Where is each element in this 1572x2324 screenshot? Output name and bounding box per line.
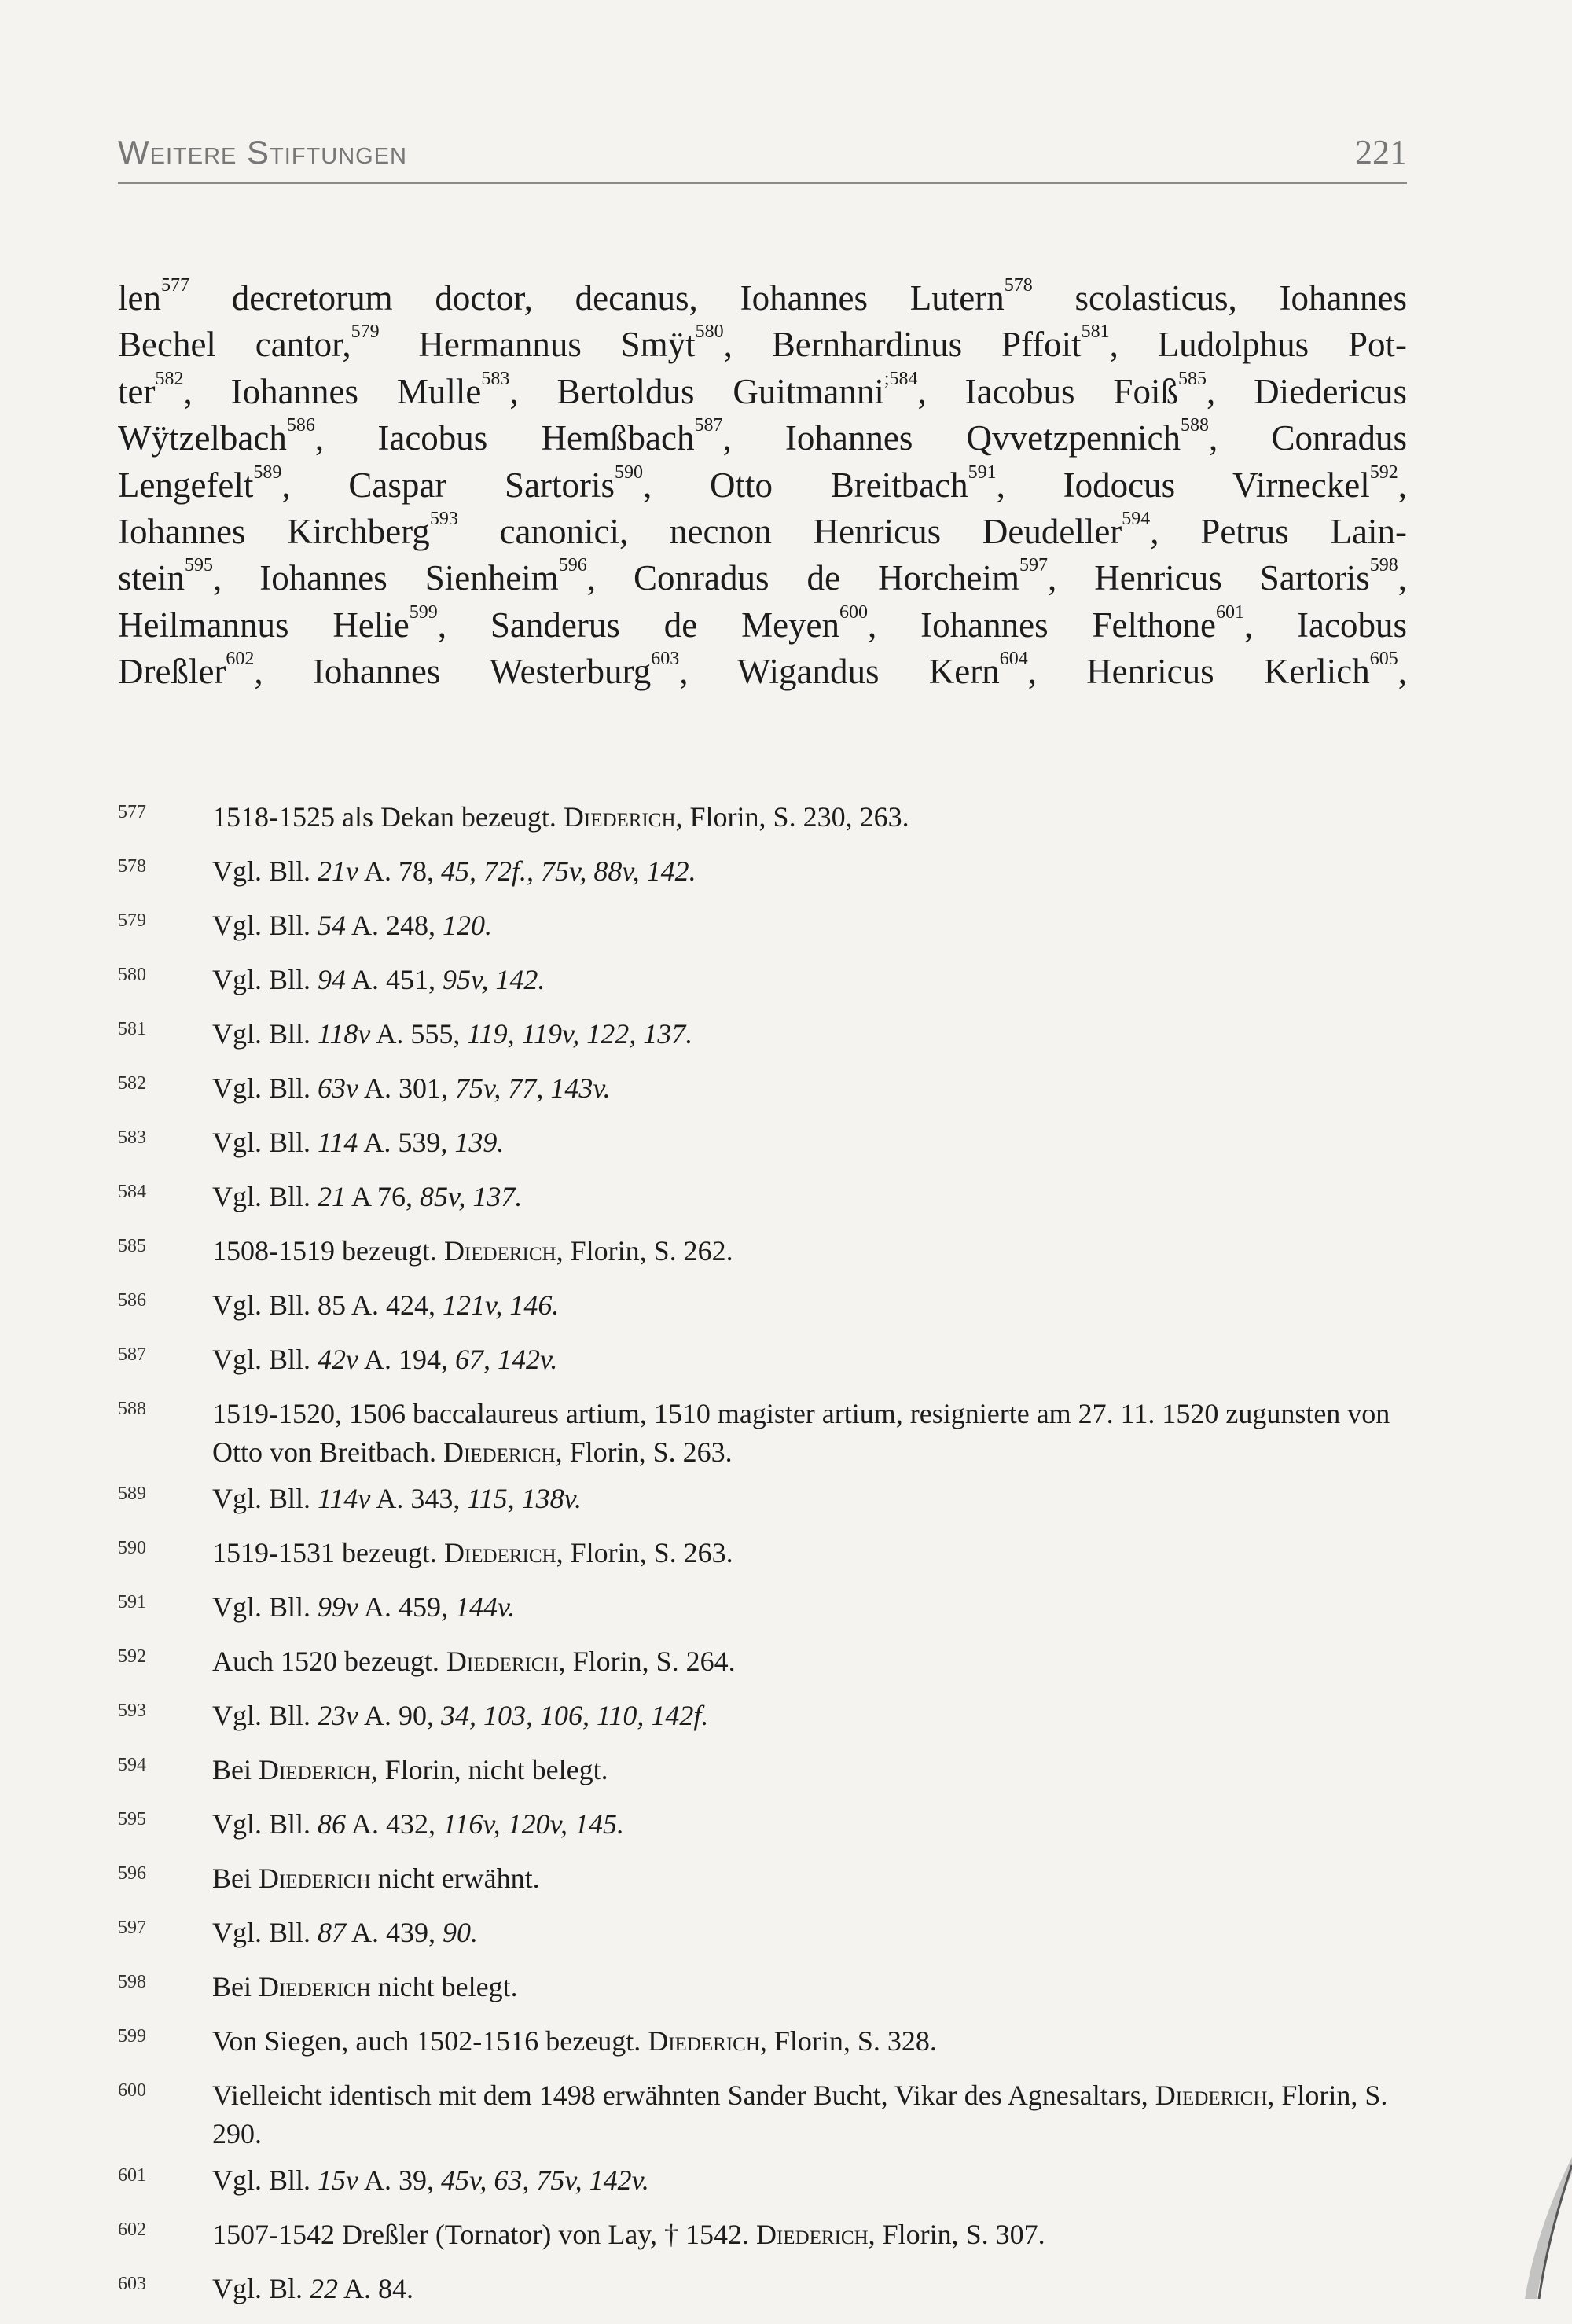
footnote-number: 582 [118, 1073, 146, 1094]
text-run: Vgl. Bll. [212, 1344, 318, 1375]
text-run: Vielleicht identisch mit dem 1498 erwähnten Sander Bucht, Vikar des Agnesaltars, [212, 2079, 1155, 2111]
italic-text: 114v [318, 1483, 371, 1514]
footnote [118, 961, 1407, 1007]
text-run: A. 539, [358, 1127, 455, 1158]
footnote-text [212, 2076, 1407, 2153]
footnote [118, 2270, 1407, 2316]
italic-text: 139. [454, 1127, 505, 1158]
text-run: Vgl. Bll. [212, 1181, 318, 1212]
text-run: , Florin, S. 264. [558, 1646, 736, 1677]
author-name: Diederich [443, 1436, 556, 1468]
footnote-number: 600 [118, 2080, 146, 2101]
footnote-text [212, 852, 1407, 891]
footnote [118, 1123, 1407, 1170]
text-run: , Iacobus Foiß [917, 371, 1178, 411]
footnote-reference: 597 [1019, 555, 1048, 576]
footnote-reference: 592 [1369, 461, 1398, 483]
footnote [118, 1232, 1407, 1278]
footnote-number: 579 [118, 910, 146, 931]
footnote-text [212, 1286, 1407, 1325]
text-run: , Florin, nicht belegt. [370, 1754, 608, 1785]
footnote-number: 581 [118, 1019, 146, 1039]
text-run: Heilmannus Helie [118, 605, 410, 645]
italic-text: 95v, 142. [443, 964, 545, 995]
running-header [118, 126, 1407, 184]
text-run: , [1398, 558, 1407, 598]
text-run: , Florin, S. 230, 263. [675, 801, 909, 833]
text-run: A. 459, [358, 1591, 456, 1623]
footnote-reference: 599 [409, 601, 438, 623]
footnote-reference: 581 [1081, 322, 1110, 343]
text-run: nicht belegt. [370, 1971, 518, 2002]
main-text [118, 275, 1407, 696]
footnote-reference: ;584 [883, 368, 918, 389]
text-run: , Florin, S. 263. [555, 1436, 733, 1468]
footnote-number: 601 [118, 2165, 146, 2186]
footnote-reference: 582 [155, 368, 184, 389]
author-name: Diederich [1155, 2079, 1268, 2111]
italic-text: 23v [318, 1700, 358, 1731]
footnote-reference: 588 [1181, 415, 1210, 436]
italic-text: 63v [318, 1072, 358, 1104]
text-run: A. 78, [358, 855, 442, 887]
text-run: stein [118, 558, 185, 598]
text-run: , Sanderus de Meyen [437, 605, 840, 645]
text-run: Vgl. Bll. 85 A. 424, [212, 1289, 443, 1321]
footnote [118, 1534, 1407, 1580]
text-run: Dreßler [118, 652, 226, 692]
text-run: Bei [212, 1971, 259, 2002]
italic-text: 34, 103, 106, 110, 142f. [441, 1700, 709, 1731]
text-run: , Iacobus [1243, 605, 1407, 645]
text-run: , Conradus [1209, 418, 1407, 458]
footnote-number: 594 [118, 1755, 146, 1775]
text-line [118, 275, 1407, 322]
italic-text: 90. [443, 1917, 479, 1948]
italic-text: 15v [318, 2164, 358, 2196]
text-run: 1519-1520, 1506 baccalaureus artium, 1510 magister artium, resignierte am 27. 11. 1520 zugunsten von Otto von Breitbach. [212, 1398, 1390, 1468]
text-run: Vgl. Bll. [212, 1700, 318, 1731]
text-run: Vgl. Bll. [212, 1808, 318, 1840]
text-run: Hermannus Smÿt [379, 325, 696, 365]
author-name: Diederich [563, 801, 676, 833]
text-run: , Iohannes Westerburg [254, 652, 652, 692]
text-line [118, 649, 1407, 695]
text-run: len [118, 278, 161, 318]
text-run: Bei [212, 1863, 259, 1894]
text-run: 1518-1525 als Dekan bezeugt. [212, 801, 564, 833]
author-name: Diederich [259, 1754, 371, 1785]
italic-text: 67, 142v. [455, 1344, 558, 1375]
footnote-reference: 579 [351, 322, 380, 343]
footnote [118, 2216, 1407, 2262]
text-run: A. 90, [358, 1700, 442, 1731]
italic-text: 118v [318, 1018, 371, 1050]
italic-text: 21 [318, 1181, 347, 1212]
text-run: A. 343, [370, 1483, 468, 1514]
text-run: Auch 1520 bezeugt. [212, 1646, 446, 1677]
footnote-reference: 590 [615, 461, 644, 483]
footnote-text [212, 2161, 1407, 2200]
footnote-text [212, 1588, 1407, 1627]
text-run: , Iodocus Virneckel [996, 465, 1370, 505]
footnote-text [212, 1751, 1407, 1789]
text-line [118, 555, 1407, 601]
footnote-number: 598 [118, 1972, 146, 1992]
footnote [118, 1697, 1407, 1743]
footnote [118, 1178, 1407, 1224]
text-run: nicht erwähnt. [370, 1863, 540, 1894]
text-run: scolasticus, Iohannes [1032, 278, 1407, 318]
footnote-reference: 594 [1122, 509, 1151, 530]
text-run: , Bernhardinus Pffoit [723, 325, 1082, 365]
italic-text: 120. [443, 910, 493, 941]
italic-text: 45, 72f., 75v, 88v, 142. [441, 855, 696, 887]
footnote-text [212, 1805, 1407, 1844]
footnote [118, 2161, 1407, 2208]
text-run: A 76, [346, 1181, 421, 1212]
text-run: A. 555, [370, 1018, 468, 1050]
footnote-reference: 604 [999, 649, 1028, 670]
italic-text: 75v, 77, 143v. [455, 1072, 611, 1104]
text-run: A. 451, [346, 964, 443, 995]
text-run: , Diedericus [1206, 371, 1407, 411]
text-run: A. 84. [338, 2273, 414, 2304]
footnote-reference: 580 [695, 322, 724, 343]
footnote-number: 587 [118, 1344, 146, 1365]
text-run: canonici, necnon Henricus Deudeller [457, 512, 1122, 552]
text-line [118, 369, 1407, 415]
footnote [118, 906, 1407, 953]
author-name: Diederich [755, 2219, 869, 2250]
text-run: Vgl. Bll. [212, 1483, 318, 1514]
footnote-reference: 587 [694, 415, 723, 436]
italic-text: 85v, 137. [420, 1181, 523, 1212]
text-run: , Florin, S. 290. [212, 2079, 1388, 2149]
text-run: , Caspar Sartoris [281, 465, 615, 505]
text-run: , Ludolphus Pot- [1109, 325, 1407, 365]
text-run: , Florin, S. 328. [759, 2025, 937, 2057]
text-run: Lengefelt [118, 465, 254, 505]
footnote-reference: 602 [226, 649, 255, 670]
footnote-number: 590 [118, 1538, 146, 1558]
text-run: Vgl. Bll. [212, 2164, 318, 2196]
footnote-reference: 591 [968, 461, 997, 483]
footnote-number: 584 [118, 1182, 146, 1202]
text-run: , Iohannes Qvvetzpennich [722, 418, 1181, 458]
running-title: Weitere Stiftungen [118, 134, 407, 171]
footnote-text [212, 1015, 1407, 1054]
footnote-reference: 596 [558, 555, 587, 576]
footnote-number: 591 [118, 1592, 146, 1612]
footnote [118, 1069, 1407, 1116]
footnote-number: 588 [118, 1399, 146, 1419]
text-run: 1519-1531 bezeugt. [212, 1537, 444, 1568]
footnote-text [212, 1914, 1407, 1952]
footnote-text [212, 1642, 1407, 1681]
footnote-reference: 578 [1004, 275, 1033, 296]
footnote-text [212, 1340, 1407, 1379]
footnote-text [212, 1480, 1407, 1518]
footnote-reference: 589 [253, 461, 282, 483]
author-name: Diederich [259, 1971, 371, 2002]
footnote-text [212, 961, 1407, 999]
text-line [118, 602, 1407, 649]
footnote-reference: 601 [1215, 601, 1244, 623]
text-run: A. 39, [358, 2164, 442, 2196]
footnote-number: 592 [118, 1646, 146, 1667]
footnote-text [212, 1968, 1407, 2006]
text-run: Vgl. Bll. [212, 910, 318, 941]
footnote-text [212, 1178, 1407, 1216]
text-run: Vgl. Bll. [212, 1917, 318, 1948]
footnote-number: 578 [118, 856, 146, 877]
text-run: , Florin, S. 262. [556, 1235, 733, 1267]
text-line [118, 415, 1407, 461]
footnote [118, 798, 1407, 844]
footnote [118, 1642, 1407, 1689]
footnote-number: 577 [118, 802, 146, 822]
author-name: Diederich [446, 1646, 559, 1677]
text-run: , Iohannes Sienheim [213, 558, 559, 598]
text-run: Vgl. Bll. [212, 1127, 318, 1158]
text-line [118, 462, 1407, 509]
footnote [118, 2076, 1407, 2153]
text-run: , Iohannes Felthone [868, 605, 1216, 645]
text-run: Bechel cantor, [118, 325, 351, 365]
footnote-number: 597 [118, 1918, 146, 1938]
italic-text: 116v, 120v, 145. [443, 1808, 624, 1840]
footnote [118, 1480, 1407, 1526]
italic-text: 87 [318, 1917, 347, 1948]
author-name: Diederich [443, 1537, 556, 1568]
page-curl-shadow [1478, 2157, 1572, 2299]
footnote-text [212, 1534, 1407, 1572]
text-run: , Wigandus Kern [679, 652, 1000, 692]
italic-text: 114 [318, 1127, 358, 1158]
italic-text: 94 [318, 964, 347, 995]
text-run: Von Siegen, auch 1502-1516 bezeugt. [212, 2025, 648, 2057]
text-run: 1507-1542 Dreßler (Tornator) von Lay, † 1542. [212, 2219, 756, 2250]
footnote-reference: 585 [1177, 368, 1207, 389]
text-run: Vgl. Bll. [212, 1072, 318, 1104]
footnote [118, 1588, 1407, 1635]
text-run: , Bertoldus Guitmanni [509, 371, 884, 411]
footnote-reference: 598 [1369, 555, 1398, 576]
text-run: A. 432, [346, 1808, 443, 1840]
text-run: Iohannes Kirchberg [118, 512, 430, 552]
footnote-reference: 595 [185, 555, 213, 576]
text-run: Vgl. Bl. [212, 2273, 310, 2304]
text-run: A. 301, [358, 1072, 456, 1104]
footnote-text [212, 1069, 1407, 1108]
footnote-number: 593 [118, 1701, 146, 1721]
footnote-text [212, 2216, 1407, 2254]
italic-text: 99v [318, 1591, 358, 1623]
footnote-text [212, 2270, 1407, 2308]
footnote-reference: 583 [481, 368, 510, 389]
text-run: , Iacobus Hemßbach [314, 418, 695, 458]
text-run: , Florin, S. 263. [556, 1537, 733, 1568]
italic-text: 121v, 146. [443, 1289, 560, 1321]
text-line [118, 322, 1407, 368]
text-run: Bei [212, 1754, 259, 1785]
text-run: , Henricus Sartoris [1048, 558, 1370, 598]
footnote [118, 1340, 1407, 1387]
footnote-number: 596 [118, 1863, 146, 1884]
text-line [118, 509, 1407, 555]
text-run: A. 194, [358, 1344, 456, 1375]
text-run: decretorum doctor, decanus, Iohannes Lutern [189, 278, 1005, 318]
text-run: A. 248, [346, 910, 443, 941]
footnote [118, 1859, 1407, 1906]
footnote [118, 1968, 1407, 2014]
text-run: A. 439, [346, 1917, 443, 1948]
footnotes [118, 798, 1407, 2324]
footnote-reference: 603 [651, 649, 680, 670]
italic-text: 21v [318, 855, 358, 887]
footnote-number: 603 [118, 2274, 146, 2294]
text-run: , [1398, 465, 1407, 505]
footnote [118, 852, 1407, 899]
footnote [118, 1395, 1407, 1472]
text-run: , Iohannes Mulle [183, 371, 482, 411]
footnote-number: 589 [118, 1484, 146, 1504]
text-run: ter [118, 371, 156, 411]
footnote-reference: 593 [429, 509, 458, 530]
footnote-text [212, 798, 1407, 837]
text-run: Vgl. Bll. [212, 964, 318, 995]
italic-text: 119, 119v, 122, 137. [467, 1018, 693, 1050]
footnote-number: 585 [118, 1236, 146, 1256]
footnote-text [212, 906, 1407, 945]
footnote-number: 595 [118, 1809, 146, 1829]
italic-text: 144v. [455, 1591, 516, 1623]
footnote [118, 1286, 1407, 1333]
text-run: Vgl. Bll. [212, 855, 318, 887]
footnote [118, 1914, 1407, 1960]
footnote-text [212, 1232, 1407, 1270]
footnote-number: 599 [118, 2026, 146, 2046]
text-run: Vgl. Bll. [212, 1018, 318, 1050]
footnote-text [212, 2022, 1407, 2061]
italic-text: 42v [318, 1344, 358, 1375]
italic-text: 45v, 63, 75v, 142v. [441, 2164, 649, 2196]
text-run: , Petrus Lain- [1150, 512, 1407, 552]
text-run: , [1398, 652, 1407, 692]
italic-text: 86 [318, 1808, 347, 1840]
italic-text: 22 [310, 2273, 339, 2304]
footnote-number: 602 [118, 2219, 146, 2240]
text-run: , Florin, S. 307. [868, 2219, 1045, 2250]
footnote-reference: 605 [1369, 649, 1398, 670]
footnote-text [212, 1123, 1407, 1162]
footnote-number: 580 [118, 965, 146, 985]
footnote-reference: 586 [286, 415, 315, 436]
author-name: Diederich [259, 1863, 371, 1894]
text-run: Wÿtzelbach [118, 418, 287, 458]
footnote-reference: 577 [160, 275, 189, 296]
text-run: Vgl. Bll. [212, 1591, 318, 1623]
footnote-number: 586 [118, 1290, 146, 1311]
italic-text: 54 [318, 910, 347, 941]
footnote [118, 1805, 1407, 1851]
footnote [118, 1015, 1407, 1061]
author-name: Diederich [443, 1235, 556, 1267]
footnote [118, 1751, 1407, 1797]
text-run: , Henricus Kerlich [1027, 652, 1370, 692]
text-run: , Conradus de Horcheim [586, 558, 1019, 598]
footnote-text [212, 1859, 1407, 1898]
text-run: , Otto Breitbach [643, 465, 968, 505]
footnote-text [212, 1697, 1407, 1735]
text-run: 1508-1519 bezeugt. [212, 1235, 444, 1267]
footnote-number: 583 [118, 1127, 146, 1148]
footnote-reference: 600 [839, 601, 869, 623]
italic-text: 115, 138v. [467, 1483, 582, 1514]
author-name: Diederich [648, 2025, 760, 2057]
footnote-text [212, 1395, 1407, 1472]
footnote [118, 2022, 1407, 2068]
page-number: 221 [1355, 133, 1407, 171]
